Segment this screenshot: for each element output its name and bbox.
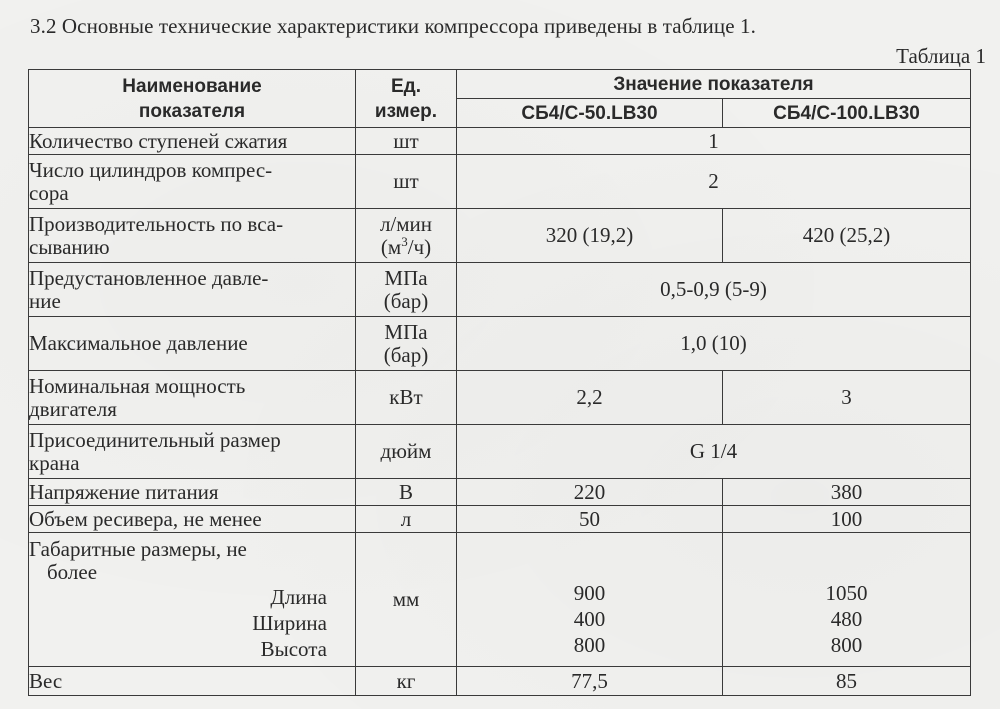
dim-value-height: 800 <box>830 632 863 657</box>
row-value-model-1: 220 <box>457 479 723 506</box>
row-value-model-2: 380 <box>723 479 971 506</box>
row-value-model-1: 320 (19,2) <box>457 209 723 263</box>
row-unit: дюйм <box>356 425 457 479</box>
header-name-line2: показателя <box>138 100 246 122</box>
unit-superscript: 3 <box>401 233 408 249</box>
row-unit-line2 <box>356 233 456 259</box>
row-value: 0,5-0,9 (5-9) <box>457 263 971 317</box>
table-row <box>29 209 971 263</box>
row-name <box>29 155 356 209</box>
row-name-line2: сора <box>29 180 69 205</box>
header-unit-cell <box>356 70 457 128</box>
row-name: Максимальное давление <box>29 317 356 371</box>
row-name-line2: ние <box>29 288 61 313</box>
row-unit-line1: МПа <box>384 265 428 290</box>
dim-value-height: 800 <box>573 632 606 657</box>
row-unit-line2: (бар) <box>383 342 429 367</box>
row-name-line1: Габаритные размеры, не <box>29 536 247 561</box>
dim-value-length: 900 <box>573 580 606 605</box>
row-value: 2 <box>457 155 971 209</box>
row-value-model-2: 85 <box>723 667 971 696</box>
table-row <box>29 506 971 533</box>
table-row <box>29 479 971 506</box>
table-row <box>29 128 971 155</box>
row-unit <box>356 263 457 317</box>
header-model-2: СБ4/С-100.LB30 <box>723 99 971 128</box>
row-name: Объем ресивера, не менее <box>29 506 356 533</box>
table-row <box>29 263 971 317</box>
row-name-line2: крана <box>29 450 80 475</box>
row-unit <box>356 317 457 371</box>
table-caption: Таблица 1 <box>896 44 986 68</box>
dim-value-width: 480 <box>830 606 863 631</box>
row-name <box>29 371 356 425</box>
row-unit-line1: МПа <box>384 319 428 344</box>
row-unit: кВт <box>356 371 457 425</box>
table-row <box>29 533 971 667</box>
row-value: 1 <box>457 128 971 155</box>
unit-part-a: (м <box>380 234 402 259</box>
row-unit: шт <box>356 155 457 209</box>
row-unit: кг <box>356 667 457 696</box>
row-name <box>29 263 356 317</box>
row-value: 1,0 (10) <box>457 317 971 371</box>
row-name <box>29 209 356 263</box>
row-value: G 1/4 <box>457 425 971 479</box>
dim-value-length: 1050 <box>825 580 868 605</box>
row-value-model-2: 3 <box>723 371 971 425</box>
row-unit-line1: л/мин <box>379 211 433 236</box>
row-value-model-2: 420 (25,2) <box>723 209 971 263</box>
row-name-line1: Присоединительный размер <box>29 427 281 452</box>
dim-value-width: 400 <box>573 606 606 631</box>
row-name: Вес <box>29 667 356 696</box>
row-value-model-2: 100 <box>723 506 971 533</box>
header-name-cell <box>29 70 356 128</box>
row-name-line1: Производительность по вса- <box>29 211 284 236</box>
row-value-model-1: 2,2 <box>457 371 723 425</box>
dims-sub-labels <box>29 584 341 662</box>
header-unit-line1: Ед. <box>390 75 421 97</box>
header-name-line1: Наименование <box>122 75 262 97</box>
intro-text: 3.2 Основные технические характеристики компрессора приведены в таблице 1. <box>30 14 756 38</box>
row-name: Количество ступеней сжатия <box>29 128 356 155</box>
header-row-1 <box>29 70 971 99</box>
row-name-line1: Предустановленное давле- <box>29 265 269 290</box>
dims-head <box>29 538 341 584</box>
row-value-model-1 <box>457 533 723 667</box>
row-value-model-1: 50 <box>457 506 723 533</box>
row-unit: В <box>356 479 457 506</box>
row-value-model-2 <box>723 533 971 667</box>
table-row <box>29 155 971 209</box>
row-unit: шт <box>356 128 457 155</box>
header-value-group: Значение показателя <box>457 70 971 99</box>
row-name: Напряжение питания <box>29 479 356 506</box>
row-name <box>29 533 356 667</box>
row-name-line2: сыванию <box>29 234 110 259</box>
row-unit: мм <box>356 533 457 667</box>
specifications-table <box>28 69 971 696</box>
row-name-line2: более <box>47 559 98 584</box>
dim-label-length: Длина <box>270 584 327 609</box>
row-name-line1: Номинальная мощность <box>29 373 246 398</box>
table-row <box>29 371 971 425</box>
dim-label-height: Высота <box>260 636 327 661</box>
row-name-line2: двигателя <box>29 396 117 421</box>
row-value-model-1: 77,5 <box>457 667 723 696</box>
row-unit-line2: (бар) <box>383 288 429 313</box>
dim-label-width: Ширина <box>252 610 327 635</box>
unit-part-b: /ч) <box>407 234 432 259</box>
row-unit <box>356 209 457 263</box>
row-unit: л <box>356 506 457 533</box>
row-name <box>29 425 356 479</box>
table-row <box>29 317 971 371</box>
header-unit-line2: измер. <box>374 100 438 122</box>
row-name-line1: Число цилиндров компрес- <box>29 157 273 182</box>
header-model-1: СБ4/С-50.LB30 <box>457 99 723 128</box>
table-row <box>29 667 971 696</box>
table-row <box>29 425 971 479</box>
